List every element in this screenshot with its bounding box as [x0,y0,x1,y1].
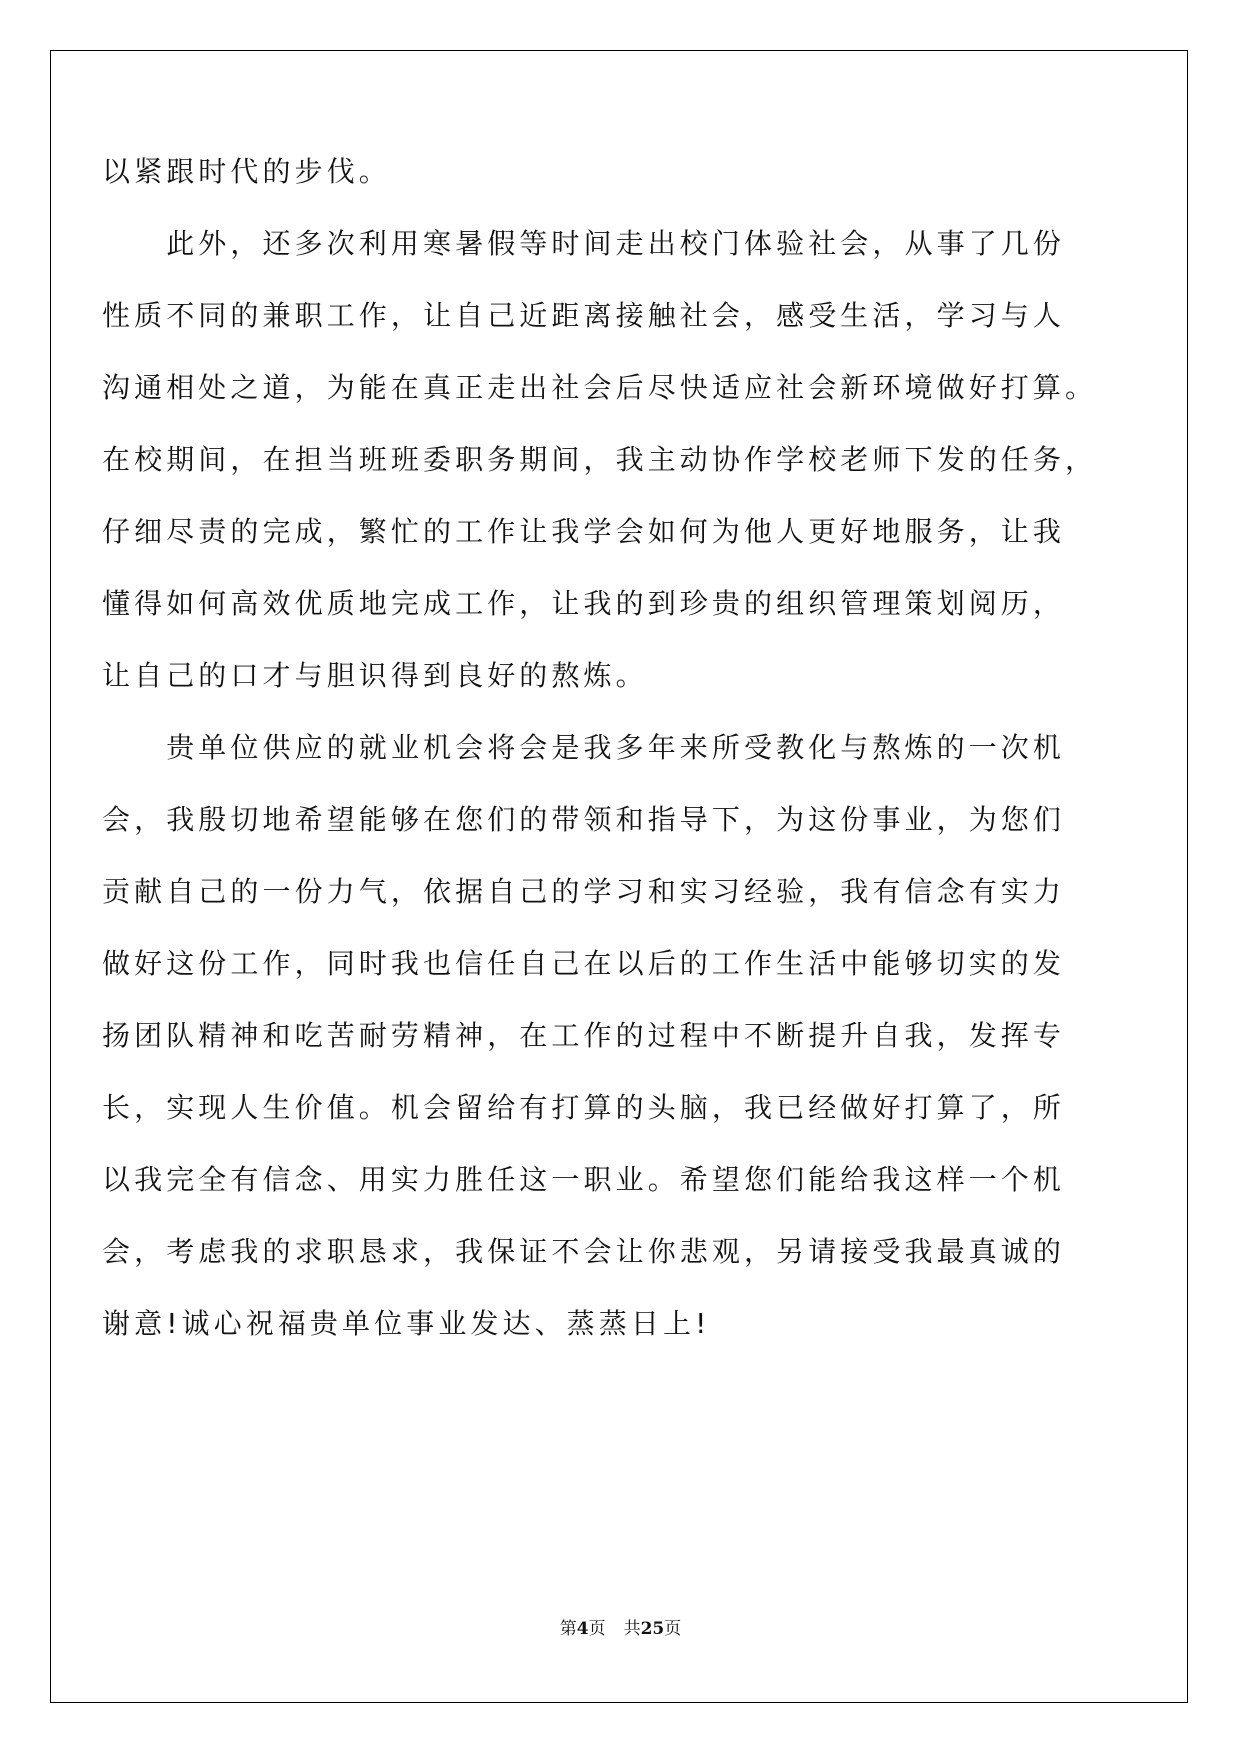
text-line: 会，考虑我的求职恳求，我保证不会让你悲观，另请接受我最真诚的 [102,1235,1066,1268]
total-pages: 25 [640,1619,665,1639]
text-line: 会，我殷切地希望能够在您们的带领和指导下，为这份事业，为您们 [102,803,1066,836]
text-line: 谢意!诚心祝福贵单位事业发达、蒸蒸日上! [102,1307,711,1340]
text-line: 仔细尽责的完成，繁忙的工作让我学会如何为他人更好地服务，让我 [102,515,1066,548]
text-line: 扬团队精神和吃苦耐劳精神，在工作的过程中不断提升自我，发挥专 [102,1019,1066,1052]
text-line: 性质不同的兼职工作，让自己近距离接触社会，感受生活，学习与人 [102,299,1066,332]
page-footer [0,1618,1241,1640]
text-line: 以紧跟时代的步伐。 [102,155,391,188]
text-line: 以我完全有信念、用实力胜任这一职业。希望您们能给我这样一个机 [102,1163,1066,1196]
total-prefix: 共 [623,1619,641,1639]
text-line: 在校期间，在担当班班委职务期间，我主动协作学校老师下发的任务， [102,443,1098,476]
text-line: 让自己的口才与胆识得到良好的熬炼。 [102,659,648,692]
text-line: 此外，还多次利用寒暑假等时间走出校门体验社会，从事了几份 [102,227,1066,260]
total-suffix: 页 [664,1619,682,1639]
text-line: 长，实现人生价值。机会留给有打算的头脑，我已经做好打算了，所 [102,1091,1066,1124]
page-number: 4 [576,1619,589,1639]
text-line: 懂得如何高效优质地完成工作，让我的到珍贵的组织管理策划阅历， [102,587,1066,620]
page-suffix: 页 [588,1619,606,1639]
page-prefix: 第 [559,1619,577,1639]
text-line: 贵单位供应的就业机会将会是我多年来所受教化与熬炼的一次机 [102,731,1066,764]
text-line: 贡献自己的一份力气，依据自己的学习和实习经验，我有信念有实力 [102,875,1066,908]
text-line: 做好这份工作，同时我也信任自己在以后的工作生活中能够切实的发 [102,947,1066,980]
text-line: 沟通相处之道，为能在真正走出社会后尽快适应社会新环境做好打算。 [102,371,1098,404]
